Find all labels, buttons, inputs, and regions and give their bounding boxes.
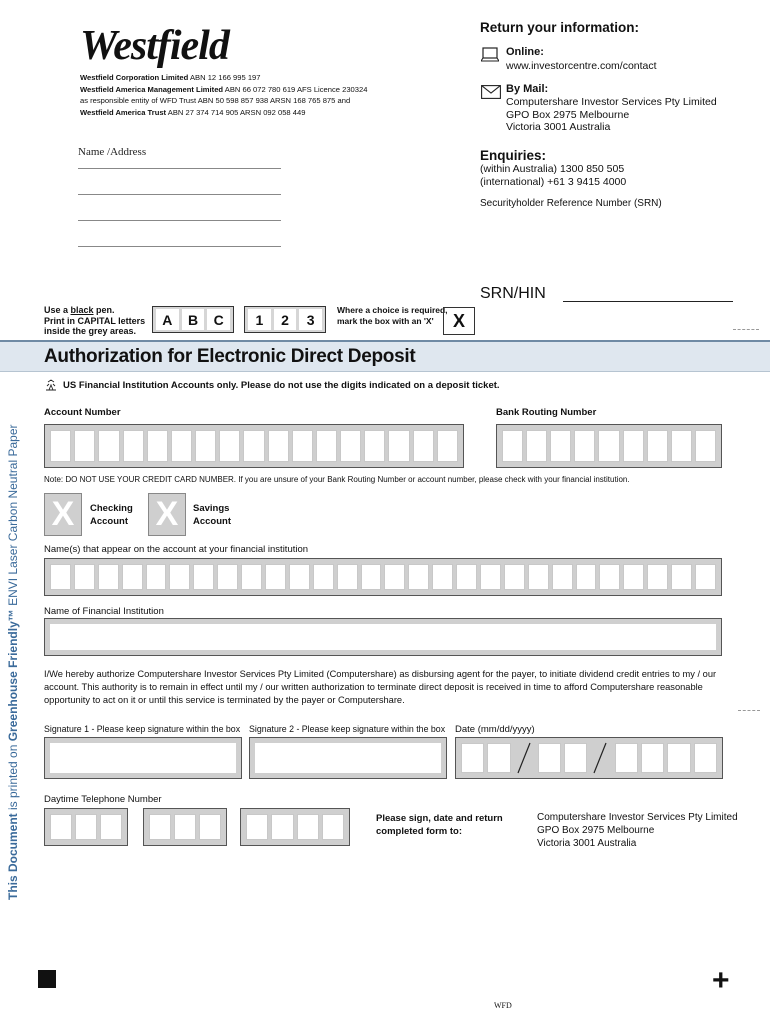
phone-cell[interactable]	[322, 814, 344, 840]
name-cell[interactable]	[528, 564, 549, 590]
routing-cell[interactable]	[550, 430, 571, 462]
divider	[733, 329, 759, 330]
return-instructions: Please sign, date and return completed form to:	[376, 813, 503, 837]
name-cell[interactable]	[671, 564, 692, 590]
date-cell[interactable]	[641, 743, 664, 773]
divider	[738, 710, 760, 711]
mail-address-line: Victoria 3001 Australia	[506, 121, 611, 133]
date-cell[interactable]	[538, 743, 561, 773]
account-number-cell[interactable]	[388, 430, 409, 462]
signature1-label: Signature 1 - Please keep signature within the box	[44, 724, 241, 734]
phone-cell[interactable]	[271, 814, 293, 840]
pen-instructions: Use a black pen. Print in CAPITAL letters inside the grey areas.	[44, 305, 146, 336]
srn-hin-field[interactable]	[563, 301, 733, 302]
date-field[interactable]	[455, 737, 723, 779]
account-names-label: Name(s) that appear on the account at your financial institution	[44, 544, 309, 555]
authorization-text: I/We hereby authorize Computershare Investor Services Pty Limited (Computershare) as disbursing agent for the payer, to initiate dividend credit entries to my / our account. This authority is to remain in effect until my / our written authorization to terminate direct deposit is received in time to afford Computershare reasonable opportunity to act on it or until this service is terminated by the payer or Computershare.	[44, 669, 717, 705]
checking-checkbox[interactable]: X	[44, 493, 82, 536]
bank-routing-field[interactable]	[496, 424, 722, 468]
date-cell[interactable]	[694, 743, 717, 773]
registration-mark	[38, 970, 56, 988]
account-number-cell[interactable]	[437, 430, 458, 462]
address-line	[78, 168, 281, 169]
paper-notice: This Document is printed on Greenhouse Friendly™ ENVI Laser Carbon Neutral Paper	[6, 424, 20, 900]
westfield-logo: Westfield	[80, 23, 229, 69]
return-address-line: GPO Box 2975 Melbourne	[537, 825, 655, 836]
name-cell[interactable]	[74, 564, 95, 590]
sample-digits-box	[244, 306, 326, 333]
mail-address-line: GPO Box 2975 Melbourne	[506, 109, 630, 121]
savings-checkbox[interactable]: X	[148, 493, 186, 536]
sample-digit: 2	[274, 309, 297, 330]
envelope-icon	[481, 85, 501, 99]
phone-cell[interactable]	[75, 814, 97, 840]
address-line	[78, 220, 281, 221]
signature2-box[interactable]	[249, 737, 447, 779]
corp-line: Westfield America Trust ABN 27 374 714 905 ARSN 092 058 449	[80, 107, 306, 117]
name-cell[interactable]	[289, 564, 310, 590]
return-address-line: Computershare Investor Services Pty Limited	[537, 812, 738, 823]
name-cell[interactable]	[432, 564, 453, 590]
phone-cell[interactable]	[149, 814, 171, 840]
account-number-cell[interactable]	[243, 430, 264, 462]
name-cell[interactable]	[193, 564, 214, 590]
online-url: www.investorcentre.com/contact	[506, 60, 657, 72]
enquiries-line: (international) +61 3 9415 4000	[480, 176, 627, 188]
savings-label: Savings Account	[193, 503, 231, 527]
phone-area-code[interactable]	[44, 808, 128, 846]
computer-icon	[481, 47, 499, 63]
phone-cell[interactable]	[100, 814, 122, 840]
phone-cell[interactable]	[297, 814, 319, 840]
checking-label: Checking Account	[90, 503, 133, 527]
sample-letters-box	[152, 306, 234, 333]
name-cell[interactable]	[217, 564, 238, 590]
routing-cell[interactable]	[623, 430, 644, 462]
account-number-cell[interactable]	[50, 430, 71, 462]
alert-icon	[44, 379, 58, 391]
srn-reference-label: Securityholder Reference Number (SRN)	[480, 198, 662, 209]
address-line	[78, 194, 281, 195]
phone-prefix[interactable]	[143, 808, 227, 846]
name-cell[interactable]	[552, 564, 573, 590]
address-line	[78, 246, 281, 247]
corp-line: Westfield Corporation Limited ABN 12 166 995 197	[80, 73, 261, 82]
routing-cell[interactable]	[502, 430, 523, 462]
account-number-cell[interactable]	[98, 430, 119, 462]
x-mark-example: X	[443, 307, 475, 335]
routing-cell[interactable]	[671, 430, 692, 462]
name-cell[interactable]	[337, 564, 358, 590]
name-cell[interactable]	[265, 564, 286, 590]
name-cell[interactable]	[456, 564, 477, 590]
institution-label: Name of Financial Institution	[44, 606, 164, 617]
institution-field[interactable]	[44, 618, 722, 656]
signature2-label: Signature 2 - Please keep signature within the box	[249, 724, 446, 734]
date-cell[interactable]	[667, 743, 690, 773]
account-number-cell[interactable]	[123, 430, 144, 462]
name-address-label: Name /Address	[78, 146, 147, 158]
date-cell[interactable]	[615, 743, 638, 773]
date-slash-icon	[592, 742, 608, 774]
phone-cell[interactable]	[174, 814, 196, 840]
credit-card-note: Note: DO NOT USE YOUR CREDIT CARD NUMBER. If you are unsure of your Bank Routing Number or account number, please check with your financial institution.	[44, 475, 630, 484]
account-number-cell[interactable]	[171, 430, 192, 462]
account-number-cell[interactable]	[74, 430, 95, 462]
bank-routing-label: Bank Routing Number	[496, 407, 597, 418]
corp-line: as responsible entity of WFD Trust ABN 50 598 857 938 ARSN 168 765 875 and	[80, 96, 351, 105]
name-cell[interactable]	[146, 564, 167, 590]
name-cell[interactable]	[647, 564, 668, 590]
srn-hin-label: SRN/HIN	[480, 285, 546, 302]
account-names-field[interactable]	[44, 558, 722, 596]
account-number-cell[interactable]	[219, 430, 240, 462]
date-label: Date (mm/dd/yyyy)	[455, 724, 535, 735]
online-label: Online:	[506, 46, 544, 58]
return-address-line: Victoria 3001 Australia	[537, 838, 637, 849]
signature1-box[interactable]	[44, 737, 242, 779]
name-cell[interactable]	[576, 564, 597, 590]
account-number-cell[interactable]	[413, 430, 434, 462]
sample-letter: B	[182, 309, 205, 330]
account-number-cell[interactable]	[195, 430, 216, 462]
plus-mark: +	[712, 964, 730, 997]
name-cell[interactable]	[169, 564, 190, 590]
mail-address-line: Computershare Investor Services Pty Limited	[506, 96, 717, 108]
account-number-cell[interactable]	[147, 430, 168, 462]
date-slash-icon	[516, 742, 532, 774]
name-cell[interactable]	[623, 564, 644, 590]
us-accounts-note: US Financial Institution Accounts only. Please do not use the digits indicated on a deposit ticket.	[44, 379, 500, 391]
name-cell[interactable]	[504, 564, 525, 590]
form-code: WFD	[494, 1001, 512, 1010]
sample-digit: 1	[248, 309, 271, 330]
mail-label: By Mail:	[506, 83, 549, 95]
phone-line-number[interactable]	[240, 808, 350, 846]
corp-line: Westfield America Management Limited ABN 66 072 780 619 AFS Licence 230324	[80, 84, 368, 94]
account-number-cell[interactable]	[316, 430, 337, 462]
date-cell[interactable]	[487, 743, 510, 773]
sample-letter: A	[156, 309, 179, 330]
sample-digit: 3	[299, 309, 322, 330]
choice-instructions: Where a choice is required, mark the box with an 'X'	[337, 305, 448, 326]
routing-cell[interactable]	[574, 430, 595, 462]
name-cell[interactable]	[599, 564, 620, 590]
account-number-cell[interactable]	[340, 430, 361, 462]
account-number-label: Account Number	[44, 407, 121, 418]
phone-cell[interactable]	[199, 814, 221, 840]
enquiries-line: (within Australia) 1300 850 505	[480, 163, 625, 175]
routing-cell[interactable]	[526, 430, 547, 462]
name-cell[interactable]	[361, 564, 382, 590]
routing-cell[interactable]	[695, 430, 716, 462]
name-cell[interactable]	[695, 564, 716, 590]
name-cell[interactable]	[98, 564, 119, 590]
name-cell[interactable]	[480, 564, 501, 590]
phone-label: Daytime Telephone Number	[44, 794, 162, 805]
routing-cell[interactable]	[598, 430, 619, 462]
sample-letter: C	[207, 309, 230, 330]
name-cell[interactable]	[122, 564, 143, 590]
phone-cell[interactable]	[246, 814, 268, 840]
enquiries-title: Enquiries:	[480, 148, 547, 163]
account-number-field[interactable]	[44, 424, 464, 468]
name-cell[interactable]	[313, 564, 334, 590]
corporate-details	[80, 72, 367, 118]
return-info-title: Return your information:	[480, 20, 639, 35]
form-title: Authorization for Electronic Direct Deposit	[44, 346, 416, 367]
name-cell[interactable]	[241, 564, 262, 590]
signature2-area[interactable]	[255, 743, 441, 773]
institution-input[interactable]	[50, 624, 716, 650]
name-cell[interactable]	[384, 564, 405, 590]
account-number-cell[interactable]	[268, 430, 289, 462]
routing-cell[interactable]	[647, 430, 668, 462]
name-cell[interactable]	[408, 564, 429, 590]
account-number-cell[interactable]	[292, 430, 313, 462]
date-cell[interactable]	[461, 743, 484, 773]
phone-cell[interactable]	[50, 814, 72, 840]
date-cell[interactable]	[564, 743, 587, 773]
signature1-area[interactable]	[50, 743, 236, 773]
name-cell[interactable]	[50, 564, 71, 590]
account-number-cell[interactable]	[364, 430, 385, 462]
